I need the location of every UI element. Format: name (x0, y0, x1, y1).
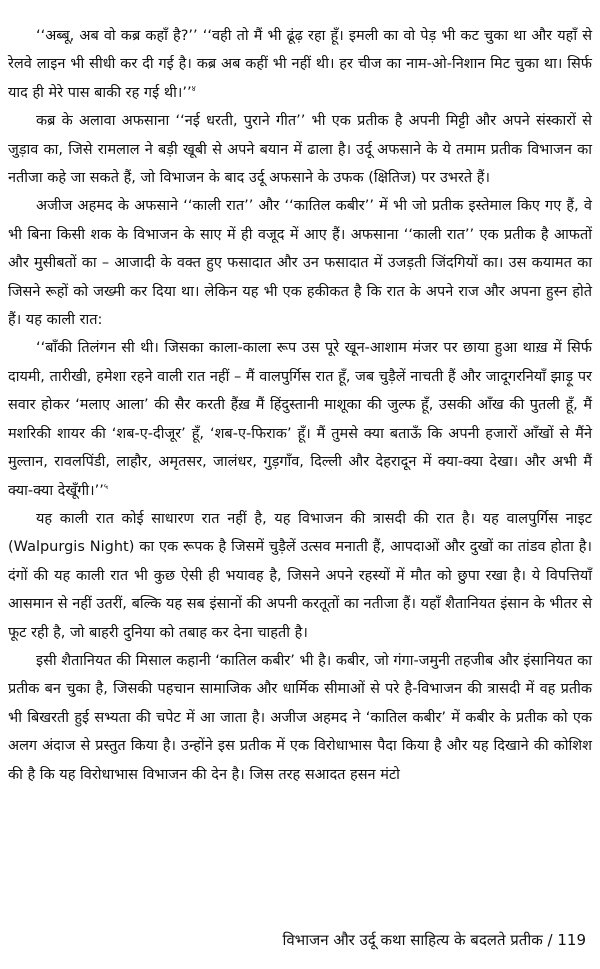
paragraph-3: अजीज अहमद के अफसाने ‘‘काली रात’’ और ‘‘कातिल कबीर’’ में भी जो प्रतीक इस्तेमाल किए गए हैं, वे भी बिना किसी शक के विभाजन के साए में ही वजूद में आए हैं। अफसाना ‘‘काली रात’’ एक प्रतीक है आफतों और मुसीबतों का – आजादी के वक्त हुए फसादात और उन फसादात में उजड़ती जिंदगियों का। उस कयामत का जिसने रूहों को जख्मी कर दिया था। लेकिन यह भी एक हकीकत है कि रात के अपने राज और अपना हुस्न होते हैं। यह काली रात: (8, 198, 592, 329)
paragraph-quote-1: ‘‘अब्बू, अब वो कब्र कहाँ है?’’ ‘‘वही तो मैं भी ढूंढ़ रहा हूँ। इमली का वो पेड़ भी कट चुका था और यहाँ से रेलवे लाइन भी सीधी कर दी गई है। कब्र अब कहीं भी नहीं थी। हर चीज का नाम-ओ-निशान मिट चुका था। सिर्फ याद ही मेरे पास बाकी रह गई थी।’’$^४$ (8, 28, 592, 101)
footnote-marker-4: ४ (191, 83, 196, 93)
page-footer: विभाजन और उर्दू कथा साहित्य के बदलते प्रतीक / 119 (282, 931, 586, 949)
paragraph-5: यह काली रात कोई साधारण रात नहीं है, यह विभाजन की त्रासदी की रात है। यह वालपुर्गिस नाइट (Walpurgis Night) का एक रूपक है जिसमें चुड़ैलें उत्सव मनाती हैं, आपदाओं और दुखों का तांडव होता है। दंगों की यह काली रात भी कुछ ऐसी ही भयावह है, जिसने अपने रहस्यों में मौत को छुपा रखा है। ये विपत्तियाँ आसमान से नहीं उतरीं, बल्कि यह सब इंसानों की अपनी करतूतों का नतीजा हैं। यहाँ शैतानियत इंसान के भीतर से फूट रही है, जो बाहरी दुनिया को तबाह कर देना चाहती है। (8, 510, 592, 641)
paragraph-2: कब्र के अलावा अफसाना ‘‘नई धरती, पुराने गीत’’ भी एक प्रतीक है अपनी मिट्टी और अपने संस्कारों से जुड़ाव का, जिसे रामलाल ने बड़ी खूबी से अपने बयान में ढाला है। उर्दू अफसाने के ये तमाम प्रतीक विभाजन का नतीजा कहे जा सकते हैं, जो विभाजन के बाद उर्दू अफसाने के उफक (क्षितिज) पर उभरते हैं। (8, 113, 592, 187)
footnote-marker-5: ५ (103, 481, 109, 491)
paragraph-quote-2: ‘‘बाँकी तिलंगन सी थी। जिसका काला-काला रूप उस पूरे खून-आशाम मंजर पर छाया हुआ थाख़ में सिर्फ दायमी, तारीखी, हमेशा रहने वाली रात नहीं – मैं वालपुर्गिस रात हूँ, जब चुड़ैलें नाचती हैं और जादूगरनियाँ झाड़ू पर सवार होकर ‘मलाए आला’ की सैर करती हैंख़ मैं हिंदुस्तानी माशूका की जुल्फ हूँ, उसकी आँख की पुतली हूँ, मैं मशरिकी शायर की ‘शब-ए-दीजूर’ हूँ, ‘शब-ए-फिराक’ हूँ। मैं तुमसे क्या बताऊँ कि अपनी हजारों आँखों से मैंने मुल्तान, रावलपिंडी, लाहौर, अमृतसर, जालंधर, गुड़गाँव, दिल्ली और देहरादून में क्या-क्या देखा। और अभी मैं क्या-क्या देखूँगी।’’$^५$ (8, 340, 592, 499)
paragraph-6: इसी शैतानियत की मिसाल कहानी ‘कातिल कबीर’ भी है। कबीर, जो गंगा-जमुनी तहजीब और इंसानियत का प्रतीक बन चुका है, जिसकी पहचान सामाजिक और धार्मिक सीमाओं से परे है-विभाजन की त्रासदी में वह प्रतीक भी बिखरती हुई सभ्यता की चपेट में आ जाता है। अजीज अहमद ने ‘कातिल कबीर’ में कबीर के प्रतीक को एक अलग अंदाज से प्रस्तुत किया है। उन्होंने इस प्रतीक में एक विरोधाभास पैदा किया है और यह दिखाने की कोशिश की है कि यह विरोधाभास विभाजन की देन है। जिस तरह सआदत हसन मंटो (8, 652, 592, 783)
